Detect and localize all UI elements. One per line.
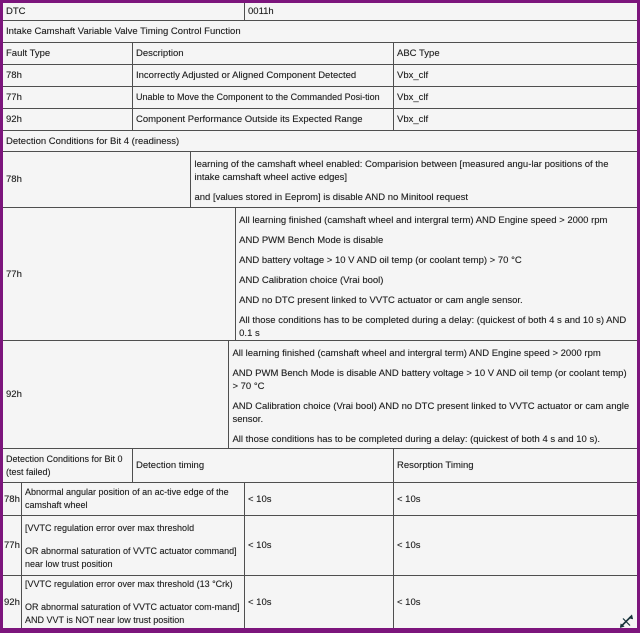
table-row	[3, 152, 637, 208]
table-row	[3, 576, 637, 628]
table-row	[3, 208, 637, 341]
condition-paragraph: OR abnormal saturation of VVTC actuator command] near low trust position	[25, 545, 237, 569]
column-header-resorption-timing: Resorption Timing	[397, 460, 474, 471]
table-row	[3, 21, 637, 43]
dtc-value-cell: 0011h	[248, 6, 274, 17]
condition-paragraph: AND PWM Bench Mode is disable AND battery voltage > 10 V AND oil temp (or coolant temp) > 70 °C	[232, 368, 627, 392]
column-header-description: Description	[133, 43, 394, 64]
condition-paragraph: All learning finished (camshaft wheel and intergral term) AND Engine speed > 2000 rpm	[239, 215, 608, 226]
table-header-row	[3, 449, 637, 483]
description-cell: Unable to Move the Component to the Commanded Posi-tion	[133, 87, 394, 108]
condition-paragraph: learning of the camshaft wheel enabled: Comparision between [measured angu-lar positions of the intake camshaft wheel active edges]	[194, 159, 609, 183]
fault-code-cell: 92h	[3, 109, 133, 130]
conditions-cell	[191, 152, 637, 207]
description-cell: Incorrectly Adjusted or Aligned Component Detected	[133, 65, 394, 86]
fault-code-cell: 78h	[3, 65, 133, 86]
diagonal-resize-cursor-icon	[618, 613, 634, 629]
fault-code-cell: 77h	[3, 208, 236, 340]
resorption-timing-cell: < 10s	[397, 596, 421, 608]
table-row	[3, 516, 637, 576]
fault-code-cell: 78h	[3, 152, 191, 207]
column-header-abc-type: ABC Type	[397, 48, 440, 59]
condition-paragraph: AND battery voltage > 10 V AND oil temp (or coolant temp) > 70 °C	[239, 255, 522, 266]
resorption-timing-cell: < 10s	[397, 540, 421, 551]
condition-paragraph: AND Calibration choice (Vrai bool)	[239, 275, 384, 286]
condition-cell	[22, 576, 245, 628]
description-cell: Component Performance Outside its Expected Range	[133, 109, 394, 130]
conditions-cell	[229, 341, 637, 448]
condition-paragraph: and [values stored in Eeprom] is disable AND no Minitool request	[194, 192, 468, 203]
table-row	[3, 3, 637, 21]
table-row	[3, 341, 637, 449]
abc-type-cell: Vbx_clf	[397, 92, 429, 103]
table-row	[3, 87, 637, 109]
condition-paragraph: All learning finished (camshaft wheel and intergral term) AND Engine speed > 2000 rpm	[232, 348, 601, 359]
condition-paragraph: AND PWM Bench Mode is disable	[239, 235, 384, 246]
table-header-row	[3, 43, 637, 65]
resorption-timing-cell: < 10s	[397, 493, 421, 505]
column-header-detection-timing: Detection timing	[133, 449, 394, 482]
fault-code-cell: 92h	[3, 341, 229, 448]
condition-paragraph: Abnormal angular position of an ac-tive edge of the camshaft wheel	[25, 487, 229, 510]
table-row	[3, 65, 637, 87]
condition-paragraph: OR abnormal saturation of VVTC actuator com-mand] AND VVT is NOT near low trust position	[25, 602, 240, 625]
detection-timing-cell: < 10s	[245, 483, 394, 515]
fault-code-cell: 78h	[3, 483, 22, 515]
section-title-bit4: Detection Conditions for Bit 4 (readiness)	[6, 135, 180, 147]
condition-cell	[22, 483, 245, 515]
condition-paragraph: AND no DTC present linked to VVTC actuator or cam angle sensor.	[239, 295, 523, 306]
section-title-bit0: Detection Conditions for Bit 0 (test failed)	[3, 449, 133, 482]
detection-timing-cell: < 10s	[245, 576, 394, 628]
fault-code-cell: 77h	[3, 516, 22, 575]
section-header-row	[3, 131, 637, 152]
fault-code-cell: 77h	[3, 87, 133, 108]
condition-cell	[22, 516, 245, 575]
fault-code-cell: 92h	[3, 576, 22, 628]
table-row	[3, 483, 637, 516]
condition-paragraph: [VVTC regulation error over max threshold (13 °Crk)	[25, 579, 233, 589]
conditions-cell	[236, 208, 637, 340]
abc-type-cell: Vbx_clf	[397, 114, 429, 125]
abc-type-cell: Vbx_clf	[397, 70, 429, 81]
condition-paragraph: AND Calibration choice (Vrai bool) AND no DTC present linked to VVTC actuator or cam angle sensor.	[232, 401, 630, 425]
detection-timing-cell: < 10s	[245, 516, 394, 575]
function-title-cell: Intake Camshaft Variable Valve Timing Control Function	[6, 26, 241, 37]
column-header-fault-type: Fault Type	[3, 43, 133, 64]
dtc-label-cell: DTC	[3, 3, 245, 20]
condition-paragraph: [VVTC regulation error over max threshold	[25, 522, 195, 533]
table-row	[3, 109, 637, 131]
condition-paragraph: All those conditions has to be completed during a delay: (quickest of both 4 s and 10 s).	[232, 434, 601, 445]
condition-paragraph: All those conditions has to be completed during a delay: (quickest of both 4 s and 10 s) AND 0.1 s	[239, 315, 627, 339]
